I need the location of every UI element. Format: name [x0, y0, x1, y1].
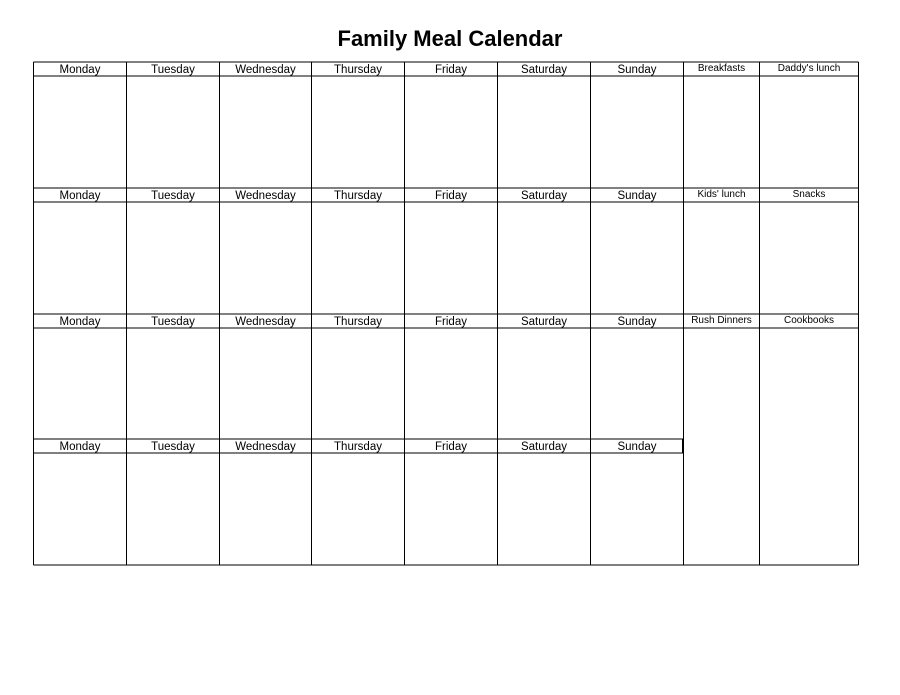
day-header-saturday: Saturday — [520, 190, 568, 202]
meal-cell-week2-sunday[interactable] — [591, 202, 684, 314]
category-header-cookbooks: Cookbooks — [783, 315, 835, 326]
meal-cell-week3-sunday[interactable] — [591, 328, 684, 439]
meal-cell-week1-thursday[interactable] — [312, 76, 405, 188]
category-cell-cookbooks[interactable] — [760, 328, 859, 565]
meal-cell-week3-wednesday[interactable] — [220, 328, 312, 439]
day-header-friday: Friday — [435, 441, 467, 453]
day-header-saturday: Saturday — [520, 441, 568, 453]
day-header-thursday: Thursday — [334, 64, 382, 76]
category-header-snacks: Snacks — [792, 189, 826, 200]
meal-cell-week2-friday[interactable] — [405, 202, 498, 314]
meal-cell-week3-friday[interactable] — [405, 328, 498, 439]
meal-cell-week1-saturday[interactable] — [498, 76, 591, 188]
day-header-sunday: Sunday — [617, 316, 657, 328]
meal-cell-week4-thursday[interactable] — [312, 453, 405, 565]
meal-cell-week3-thursday[interactable] — [312, 328, 405, 439]
day-header-saturday: Saturday — [520, 64, 568, 76]
day-header-saturday: Saturday — [520, 316, 568, 328]
category-cell-daddy-s-lunch[interactable] — [760, 76, 859, 188]
meal-cell-week1-friday[interactable] — [405, 76, 498, 188]
day-header-thursday: Thursday — [334, 190, 382, 202]
meal-cell-week4-saturday[interactable] — [498, 453, 591, 565]
meal-cell-week1-wednesday[interactable] — [220, 76, 312, 188]
day-header-sunday: Sunday — [617, 190, 657, 202]
day-header-wednesday: Wednesday — [235, 190, 296, 202]
meal-cell-week3-saturday[interactable] — [498, 328, 591, 439]
meal-cell-week4-tuesday[interactable] — [127, 453, 220, 565]
day-header-monday: Monday — [59, 441, 101, 453]
meal-cell-week2-thursday[interactable] — [312, 202, 405, 314]
category-cell-kids-lunch[interactable] — [684, 202, 760, 314]
category-cell-rush-dinners[interactable] — [684, 328, 760, 565]
meal-cell-week2-monday[interactable] — [34, 202, 127, 314]
category-cell-snacks[interactable] — [760, 202, 859, 314]
meal-cell-week4-sunday[interactable] — [591, 453, 684, 565]
page-title: Family Meal Calendar — [337, 26, 563, 51]
category-header-kids-lunch: Kids' lunch — [697, 189, 746, 200]
meal-cell-week4-friday[interactable] — [405, 453, 498, 565]
day-header-wednesday: Wednesday — [235, 316, 296, 328]
meal-cell-week2-saturday[interactable] — [498, 202, 591, 314]
meal-cell-week1-tuesday[interactable] — [127, 76, 220, 188]
category-header-breakfasts: Breakfasts — [697, 63, 746, 74]
day-header-friday: Friday — [435, 64, 467, 76]
day-header-tuesday: Tuesday — [151, 316, 195, 328]
day-header-monday: Monday — [59, 64, 101, 76]
meal-cell-week4-monday[interactable] — [34, 453, 127, 565]
meal-cell-week1-sunday[interactable] — [591, 76, 684, 188]
day-header-tuesday: Tuesday — [151, 441, 195, 453]
category-header-daddy-s-lunch: Daddy's lunch — [777, 63, 841, 74]
meal-cell-week2-tuesday[interactable] — [127, 202, 220, 314]
day-header-thursday: Thursday — [334, 316, 382, 328]
day-header-wednesday: Wednesday — [235, 441, 296, 453]
day-header-tuesday: Tuesday — [151, 190, 195, 202]
day-header-friday: Friday — [435, 190, 467, 202]
category-header-rush-dinners: Rush Dinners — [691, 315, 752, 326]
day-header-sunday: Sunday — [617, 441, 657, 453]
meal-cell-week1-monday[interactable] — [34, 76, 127, 188]
meal-cell-week3-tuesday[interactable] — [127, 328, 220, 439]
day-header-sunday: Sunday — [617, 64, 657, 76]
day-header-tuesday: Tuesday — [151, 64, 195, 76]
day-header-friday: Friday — [435, 316, 467, 328]
day-header-thursday: Thursday — [334, 441, 382, 453]
category-cell-breakfasts[interactable] — [684, 76, 760, 188]
meal-cell-week3-monday[interactable] — [34, 328, 127, 439]
day-header-monday: Monday — [59, 190, 101, 202]
day-header-monday: Monday — [59, 316, 101, 328]
meal-cell-week4-wednesday[interactable] — [220, 453, 312, 565]
meal-cell-week2-wednesday[interactable] — [220, 202, 312, 314]
day-header-wednesday: Wednesday — [235, 64, 296, 76]
